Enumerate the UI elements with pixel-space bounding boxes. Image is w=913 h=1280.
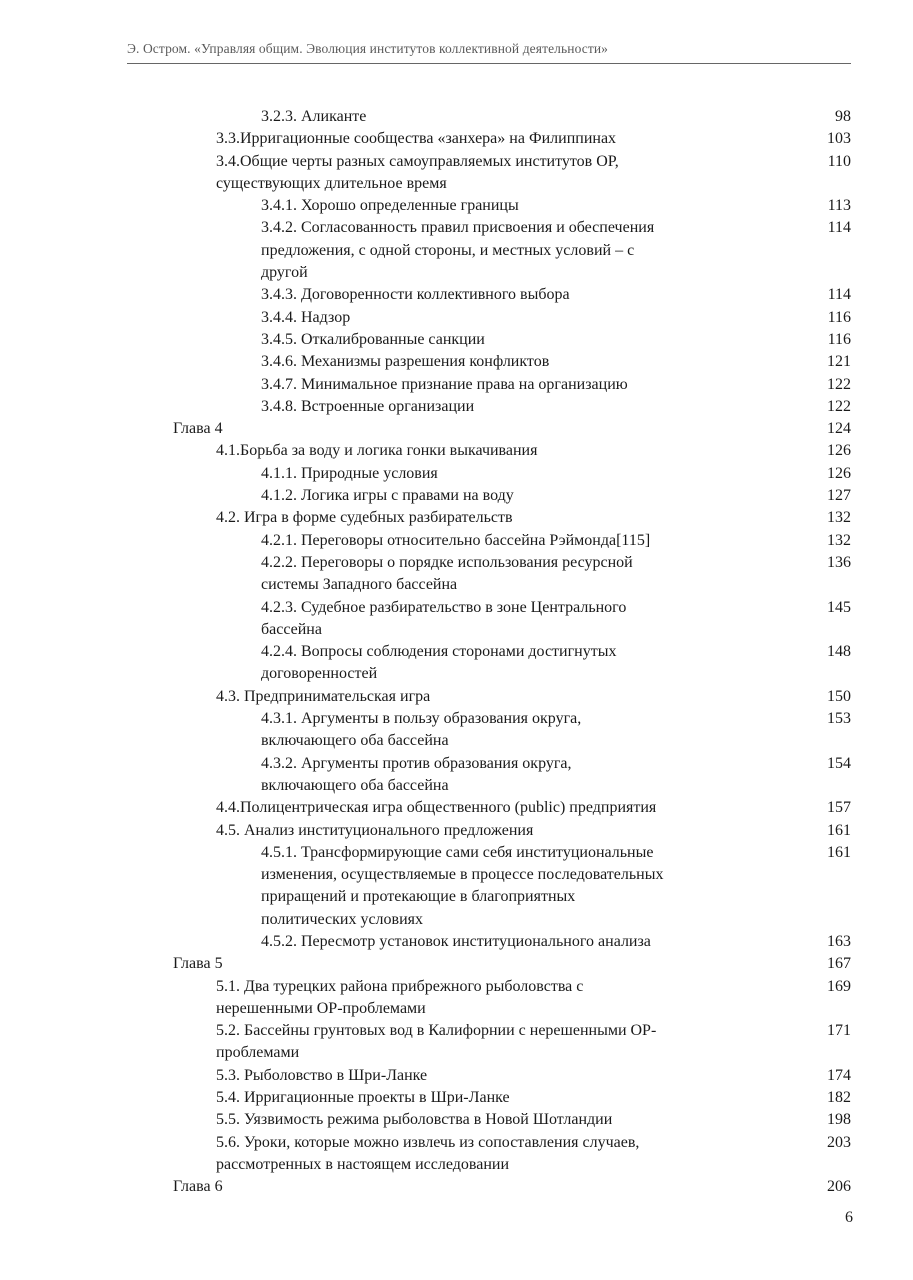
toc-entry-title <box>261 195 728 217</box>
toc-page-number: 148 <box>827 643 851 661</box>
toc-page-number: 150 <box>827 687 851 705</box>
toc-entry-title <box>261 753 728 798</box>
toc-entry-title <box>216 686 733 708</box>
toc-title-line: другой <box>261 264 308 282</box>
toc-entry-title <box>261 106 728 128</box>
toc-entry <box>0 686 913 708</box>
toc-title-line: включающего оба бассейна <box>261 776 449 794</box>
toc-entry <box>0 329 913 351</box>
toc-title-line: 3.4.1. Хорошо определенные границы <box>261 197 519 215</box>
toc-entry <box>0 552 913 597</box>
toc-title-line: приращений и протекающие в благоприятных <box>261 888 576 906</box>
toc-page-number: 182 <box>827 1089 851 1107</box>
toc-title-line: 4.4.Полицентрическая игра общественного (public) предприятия <box>216 799 657 817</box>
toc-page-number: 145 <box>827 598 851 616</box>
toc-entry <box>0 1020 913 1065</box>
toc-entry-title <box>261 530 728 552</box>
toc-entry <box>0 307 913 329</box>
toc-entry <box>0 374 913 396</box>
toc-title-line: рассмотренных в настоящем исследовании <box>216 1155 509 1173</box>
toc-page-number: 161 <box>827 821 851 839</box>
toc-entry <box>0 842 913 931</box>
toc-title-line: 3.4.7. Минимальное признание права на организацию <box>261 375 628 393</box>
toc-entry <box>0 530 913 552</box>
toc-page-number: 174 <box>827 1066 851 1084</box>
toc-entry-title <box>261 597 728 642</box>
toc-title-line: Глава 5 <box>173 955 223 973</box>
toc-title-line: 4.3.2. Аргументы против образования округа, <box>261 754 572 772</box>
toc-title-line: бассейна <box>261 620 322 638</box>
toc-page-number: 114 <box>827 219 851 237</box>
header-divider <box>127 63 851 64</box>
toc-entry <box>0 1176 913 1198</box>
toc-title-line: 3.4.5. Откалиброванные санкции <box>261 330 485 348</box>
toc-entry <box>0 284 913 306</box>
toc-title-line: политических условиях <box>261 910 423 928</box>
toc-entry-title <box>173 1176 793 1198</box>
toc-title-line: 4.1.2. Логика игры с правами на воду <box>261 487 514 505</box>
toc-title-line: 5.4. Ирригационные проекты в Шри-Ланке <box>216 1089 510 1107</box>
toc-title-line: существующих длительное время <box>216 174 447 192</box>
toc-entry-title <box>261 708 728 753</box>
toc-page-number: 132 <box>827 531 851 549</box>
toc-title-line: 4.3. Предпринимательская игра <box>216 687 431 705</box>
toc-title-line: изменения, осуществляемые в процессе последовательных <box>261 866 664 884</box>
toc-title-line: 3.3.Ирригационные сообщества «занхера» на Филиппинах <box>216 130 617 148</box>
toc-title-line: Глава 4 <box>173 420 223 438</box>
toc-entry <box>0 641 913 686</box>
toc-entry-title <box>216 440 733 462</box>
toc-entry-title <box>261 374 728 396</box>
toc-page-number: 113 <box>827 197 851 215</box>
toc-title-line: Глава 6 <box>173 1178 223 1196</box>
toc-page-number: 122 <box>827 397 851 415</box>
toc-title-line: 4.1.Борьба за воду и логика гонки выкачивания <box>216 442 538 460</box>
toc-page-number: 116 <box>827 308 851 326</box>
table-of-contents <box>0 106 913 1199</box>
toc-entry <box>0 931 913 953</box>
toc-entry <box>0 597 913 642</box>
toc-entry-title <box>261 931 728 953</box>
toc-page-number: 121 <box>827 353 851 371</box>
toc-entry-title <box>261 307 728 329</box>
running-header: Э. Остром. «Управляя общим. Эволюция институтов коллективной деятельности» <box>127 41 609 56</box>
toc-page-number: 157 <box>827 799 851 817</box>
toc-title-line: 4.2.3. Судебное разбирательство в зоне Центрального <box>261 598 627 616</box>
toc-entry <box>0 1087 913 1109</box>
toc-entry-title <box>173 953 793 975</box>
toc-title-line: проблемами <box>216 1044 300 1062</box>
toc-page-number: 198 <box>827 1111 851 1129</box>
toc-title-line: 4.2.1. Переговоры относительно бассейна Рэймонда[115] <box>261 531 651 549</box>
toc-entry-title <box>216 820 733 842</box>
toc-page-number: 203 <box>827 1133 851 1151</box>
toc-entry-title <box>216 1065 733 1087</box>
toc-entry <box>0 128 913 150</box>
toc-entry <box>0 1132 913 1177</box>
toc-title-line: 5.2. Бассейны грунтовых вод в Калифорнии с нерешенными ОР- <box>216 1022 657 1040</box>
toc-entry-title <box>261 641 728 686</box>
toc-page-number: 132 <box>827 509 851 527</box>
toc-entry-title <box>216 128 733 150</box>
toc-entry <box>0 1109 913 1131</box>
toc-page-number: 124 <box>827 420 851 438</box>
toc-page-number: 126 <box>827 464 851 482</box>
toc-title-line: 3.4.3. Договоренности коллективного выбора <box>261 286 570 304</box>
toc-entry <box>0 797 913 819</box>
toc-entry <box>0 953 913 975</box>
toc-title-line: 5.5. Уязвимость режима рыболовства в Новой Шотландии <box>216 1111 613 1129</box>
toc-title-line: 4.3.1. Аргументы в пользу образования округа, <box>261 710 582 728</box>
toc-title-line: 3.2.3. Аликанте <box>261 108 367 125</box>
toc-title-line: 4.2.4. Вопросы соблюдения сторонами достигнутых <box>261 643 617 661</box>
toc-title-line: нерешенными ОР-проблемами <box>216 999 426 1017</box>
toc-entry <box>0 708 913 753</box>
toc-entry-title <box>216 976 733 1021</box>
toc-entry-title <box>261 463 728 485</box>
toc-entry <box>0 195 913 217</box>
toc-entry <box>0 351 913 373</box>
toc-entry <box>0 753 913 798</box>
toc-title-line: договоренностей <box>261 665 378 683</box>
toc-page-number: 171 <box>827 1022 851 1040</box>
toc-entry-title <box>261 842 728 931</box>
toc-entry-title <box>261 485 728 507</box>
toc-entry-title <box>261 217 728 284</box>
toc-title-line: 4.5.1. Трансформирующие сами себя институциональные <box>261 843 654 861</box>
page-number: 6 <box>845 1209 853 1226</box>
toc-page-number: 153 <box>827 710 851 728</box>
toc-entry-title <box>216 1020 733 1065</box>
toc-title-line: 4.5.2. Пересмотр установок институционального анализа <box>261 932 651 950</box>
toc-entry <box>0 1065 913 1087</box>
toc-title-line: 5.1. Два турецких района прибрежного рыболовства с <box>216 977 584 995</box>
toc-page-number: 126 <box>827 442 851 460</box>
toc-page-number: 161 <box>827 843 851 861</box>
toc-entry-title <box>173 418 793 440</box>
toc-page-number: 103 <box>827 130 851 148</box>
toc-entry-title <box>261 396 728 418</box>
toc-title-line: 4.5. Анализ институционального предложения <box>216 821 534 839</box>
toc-title-line: 3.4.2. Согласованность правил присвоения и обеспечения <box>261 219 655 237</box>
toc-entry-title <box>216 1087 733 1109</box>
toc-entry-title <box>216 797 733 819</box>
toc-title-line: 4.2. Игра в форме судебных разбирательств <box>216 509 513 527</box>
toc-title-line: 5.3. Рыболовство в Шри-Ланке <box>216 1066 428 1084</box>
toc-entry <box>0 463 913 485</box>
toc-entry-title <box>216 151 733 196</box>
toc-page-number: 114 <box>827 286 851 304</box>
toc-page-number: 98 <box>835 108 851 125</box>
toc-page-number: 116 <box>827 330 851 348</box>
toc-entry <box>0 485 913 507</box>
toc-title-line: включающего оба бассейна <box>261 732 449 750</box>
toc-entry-title <box>216 1109 733 1131</box>
toc-page-number: 154 <box>827 754 851 772</box>
toc-page-number: 136 <box>827 553 851 571</box>
toc-page-number: 127 <box>827 487 851 505</box>
toc-entry-title <box>261 552 728 597</box>
toc-title-line: системы Западного бассейна <box>261 576 458 594</box>
toc-page-number: 206 <box>827 1178 851 1196</box>
toc-title-line: предложения, с одной стороны, и местных условий – с <box>261 241 635 259</box>
toc-title-line: 5.6. Уроки, которые можно извлечь из сопоставления случаев, <box>216 1133 640 1151</box>
toc-page-number: 163 <box>827 932 851 950</box>
toc-entry <box>0 418 913 440</box>
toc-entry <box>0 396 913 418</box>
toc-entry <box>0 820 913 842</box>
toc-entry-title <box>261 351 728 373</box>
toc-title-line: 4.2.2. Переговоры о порядке использования ресурсной <box>261 553 633 571</box>
toc-entry <box>0 217 913 284</box>
toc-entry <box>0 106 913 128</box>
toc-page-number: 110 <box>827 152 851 170</box>
toc-entry <box>0 507 913 529</box>
toc-entry-title <box>261 284 728 306</box>
toc-entry <box>0 976 913 1021</box>
toc-page-number: 169 <box>827 977 851 995</box>
toc-entry-title <box>216 1132 733 1177</box>
toc-title-line: 4.1.1. Природные условия <box>261 464 438 482</box>
toc-entry-title <box>261 329 728 351</box>
toc-page-number: 122 <box>827 375 851 393</box>
toc-title-line: 3.4.Общие черты разных самоуправляемых институтов ОР, <box>216 152 619 170</box>
toc-entry <box>0 440 913 462</box>
toc-page-number: 167 <box>827 955 851 973</box>
toc-title-line: 3.4.4. Надзор <box>261 308 351 326</box>
toc-entry <box>0 151 913 196</box>
toc-entry-title <box>216 507 733 529</box>
toc-title-line: 3.4.8. Встроенные организации <box>261 397 475 415</box>
toc-title-line: 3.4.6. Механизмы разрешения конфликтов <box>261 353 550 371</box>
